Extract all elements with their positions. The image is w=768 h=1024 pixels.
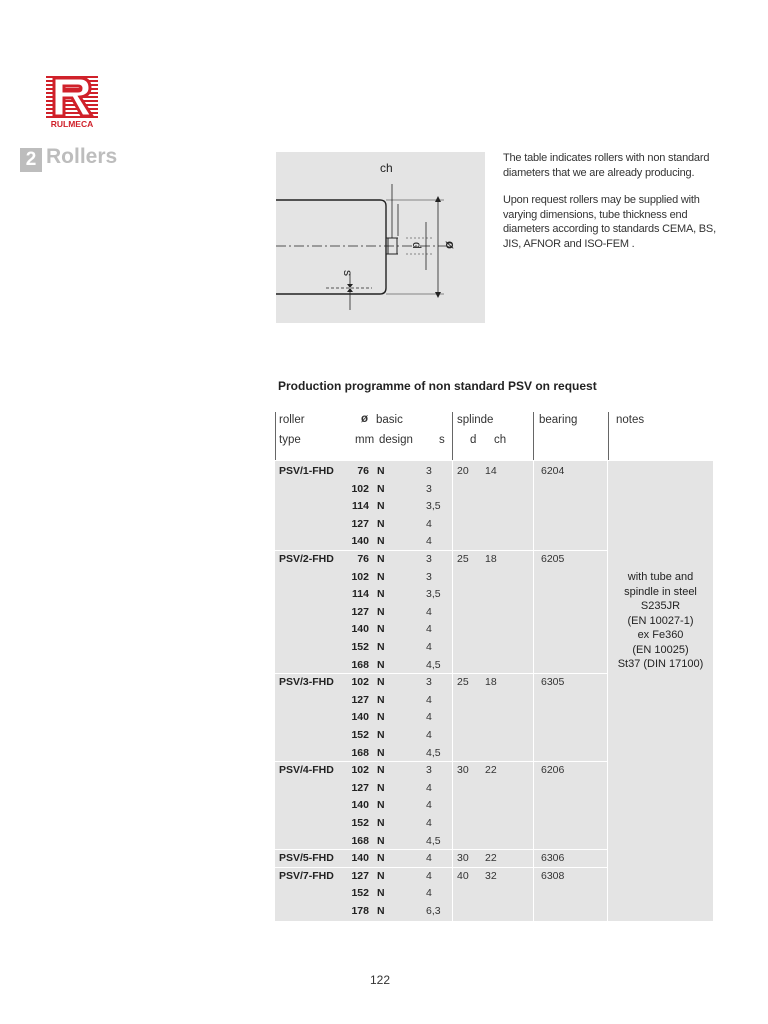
section-title: Rollers [46,145,118,168]
thickness-cell: 4 [426,535,432,548]
diameter-cell: 152 [351,641,369,653]
roller-type-cell: PSV/7-FHD [279,869,334,882]
design-cell: N [377,869,385,882]
diameter-cell: 140 [351,535,369,548]
roller-type-cell: PSV/4-FHD [279,764,334,777]
diameter-cell: 178 [351,905,369,917]
design-cell: N [377,729,385,741]
note-line: S235JR [640,600,681,612]
design-cell: N [377,500,385,513]
diameter-cell: 102 [351,676,369,689]
design-cell: N [377,641,385,653]
diagram-label-diameter: ø [443,241,458,249]
diameter-cell: 152 [351,887,369,900]
design-cell: N [377,711,385,724]
group-separator [275,550,607,551]
thickness-cell: 4 [426,605,432,618]
spindle-ch-cell: 18 [485,553,497,565]
notes-cell [608,570,713,672]
diameter-cell: 76 [357,465,369,477]
design-cell: N [377,570,385,583]
design-cell: N [377,588,385,601]
header-bearing: bearing [539,414,578,426]
section-number: 2 [20,148,42,172]
thickness-cell: 4 [426,729,432,741]
thickness-cell: 4,5 [426,658,441,671]
thickness-cell: 4 [426,817,432,829]
thickness-cell: 4,5 [426,746,441,759]
header-basic: basic [376,414,403,426]
diameter-cell: 114 [352,588,369,601]
group-separator [275,849,607,850]
header-notes: notes [616,414,645,426]
diagram-label-ch: ch [380,161,393,175]
diameter-cell: 102 [351,482,369,495]
thickness-cell: 4,5 [426,834,441,847]
diameter-cell: 140 [351,852,369,865]
diameter-cell: 127 [351,869,369,882]
thickness-cell: 3 [426,676,432,689]
header-divider [533,412,534,460]
design-cell: N [377,905,385,917]
roller-type-cell: PSV/5-FHD [279,852,334,865]
column-divider [533,461,534,921]
spindle-ch-cell: 22 [485,852,497,865]
column-divider [607,461,608,921]
design-cell: N [377,852,385,865]
thickness-cell: 6,3 [426,905,441,917]
spindle-d-cell: 40 [457,869,469,882]
bearing-cell: 6308 [541,869,565,882]
diameter-cell: 168 [351,834,369,847]
design-cell: N [377,623,385,636]
design-cell: N [377,605,385,618]
diameter-cell: 127 [351,517,369,530]
bearing-cell: 6204 [541,465,565,477]
thickness-cell: 4 [426,887,432,900]
bearing-cell: 6205 [541,553,565,565]
roller-type-cell: PSV/3-FHD [279,676,334,689]
design-cell: N [377,781,385,794]
design-cell: N [377,887,385,900]
diameter-cell: 168 [351,746,369,759]
spindle-ch-cell: 32 [485,869,497,882]
diameter-cell: 140 [351,711,369,724]
spindle-d-cell: 30 [457,852,469,865]
note-line: St37 (DIN 17100) [617,658,704,670]
column-divider [452,461,453,921]
thickness-cell: 4 [426,711,432,724]
intro-paragraph: Upon request rollers may be supplied with varying dimensions, tube thickness end diameters according to standards CEMA, BS, JIS, AFNOR and ISO-FEM . [503,194,716,250]
diameter-cell: 152 [351,729,369,741]
thickness-cell: 4 [426,693,432,706]
thickness-cell: 4 [426,781,432,794]
design-cell: N [377,676,385,689]
group-separator [275,867,607,868]
page-number: 122 [370,973,391,987]
roller-type-cell: PSV/1-FHD [279,465,334,477]
roller-end-diagram [276,152,485,323]
diameter-cell: 140 [351,623,369,636]
header-divider [608,412,609,460]
design-cell: N [377,482,385,495]
header-ch: ch [494,434,507,446]
diameter-cell: 127 [351,605,369,618]
diagram-label-s: s [341,270,355,276]
diameter-cell: 76 [357,553,369,565]
diameter-cell: 102 [351,570,369,583]
design-cell: N [377,535,385,548]
header-type: type [279,434,301,446]
design-cell: N [377,553,385,565]
rulmeca-logo [46,74,98,130]
thickness-cell: 4 [426,799,432,812]
design-cell: N [377,658,385,671]
diameter-cell: 114 [352,500,369,513]
header-design: design [379,434,413,446]
spindle-d-cell: 20 [457,465,469,477]
spindle-d-cell: 25 [457,676,469,689]
group-separator [275,761,607,762]
header-s: s [439,434,445,446]
bearing-cell: 6306 [541,852,565,865]
bearing-cell: 6206 [541,764,565,777]
thickness-cell: 3 [426,465,432,477]
note-line: (EN 10027-1) [627,614,694,627]
design-cell: N [377,817,385,829]
design-cell: N [377,746,385,759]
group-separator [275,673,607,674]
note-line: ex Fe360 [637,629,684,641]
thickness-cell: 4 [426,852,432,865]
thickness-cell: 3,5 [426,500,441,513]
spindle-ch-cell: 22 [485,764,497,777]
thickness-cell: 3,5 [426,588,441,601]
diameter-cell: 168 [351,658,369,671]
table-title: Production programme of non standard PSV on request [278,379,597,393]
production-table [275,408,713,928]
header-mm: mm [355,434,375,446]
thickness-cell: 4 [426,623,432,636]
diagram-label-d: d [410,242,424,249]
header-divider [275,412,276,460]
diameter-cell: 152 [351,817,369,829]
design-cell: N [377,465,385,477]
diameter-cell: 127 [351,781,369,794]
header-diameter: ø [361,413,369,425]
header-d: d [470,434,477,446]
spindle-d-cell: 30 [457,764,469,777]
design-cell: N [377,799,385,812]
design-cell: N [377,693,385,706]
thickness-cell: 4 [426,869,432,882]
note-line: with tube and [627,571,694,583]
design-cell: N [377,517,385,530]
header-roller: roller [279,414,305,426]
bearing-cell: 6305 [541,676,565,689]
thickness-cell: 4 [426,641,432,653]
thickness-cell: 3 [426,482,432,495]
svg-text:RULMECA: RULMECA [50,119,94,129]
thickness-cell: 3 [426,553,432,565]
spindle-ch-cell: 18 [485,676,497,689]
note-line: (EN 10025) [632,643,689,656]
spindle-d-cell: 25 [457,553,469,565]
intro-paragraph: The table indicates rollers with non standard diameters that we are already producing. [503,152,710,179]
diameter-cell: 127 [351,693,369,706]
diameter-cell: 140 [351,799,369,812]
design-cell: N [377,834,385,847]
design-cell: N [377,764,385,777]
diameter-cell: 102 [351,764,369,777]
thickness-cell: 3 [426,570,432,583]
note-line: spindle in steel [624,585,697,598]
thickness-cell: 4 [426,517,432,530]
header-divider [452,412,453,460]
spindle-ch-cell: 14 [485,465,497,477]
header-splinde: splinde [457,414,494,426]
roller-type-cell: PSV/2-FHD [279,553,334,565]
thickness-cell: 3 [426,764,432,777]
